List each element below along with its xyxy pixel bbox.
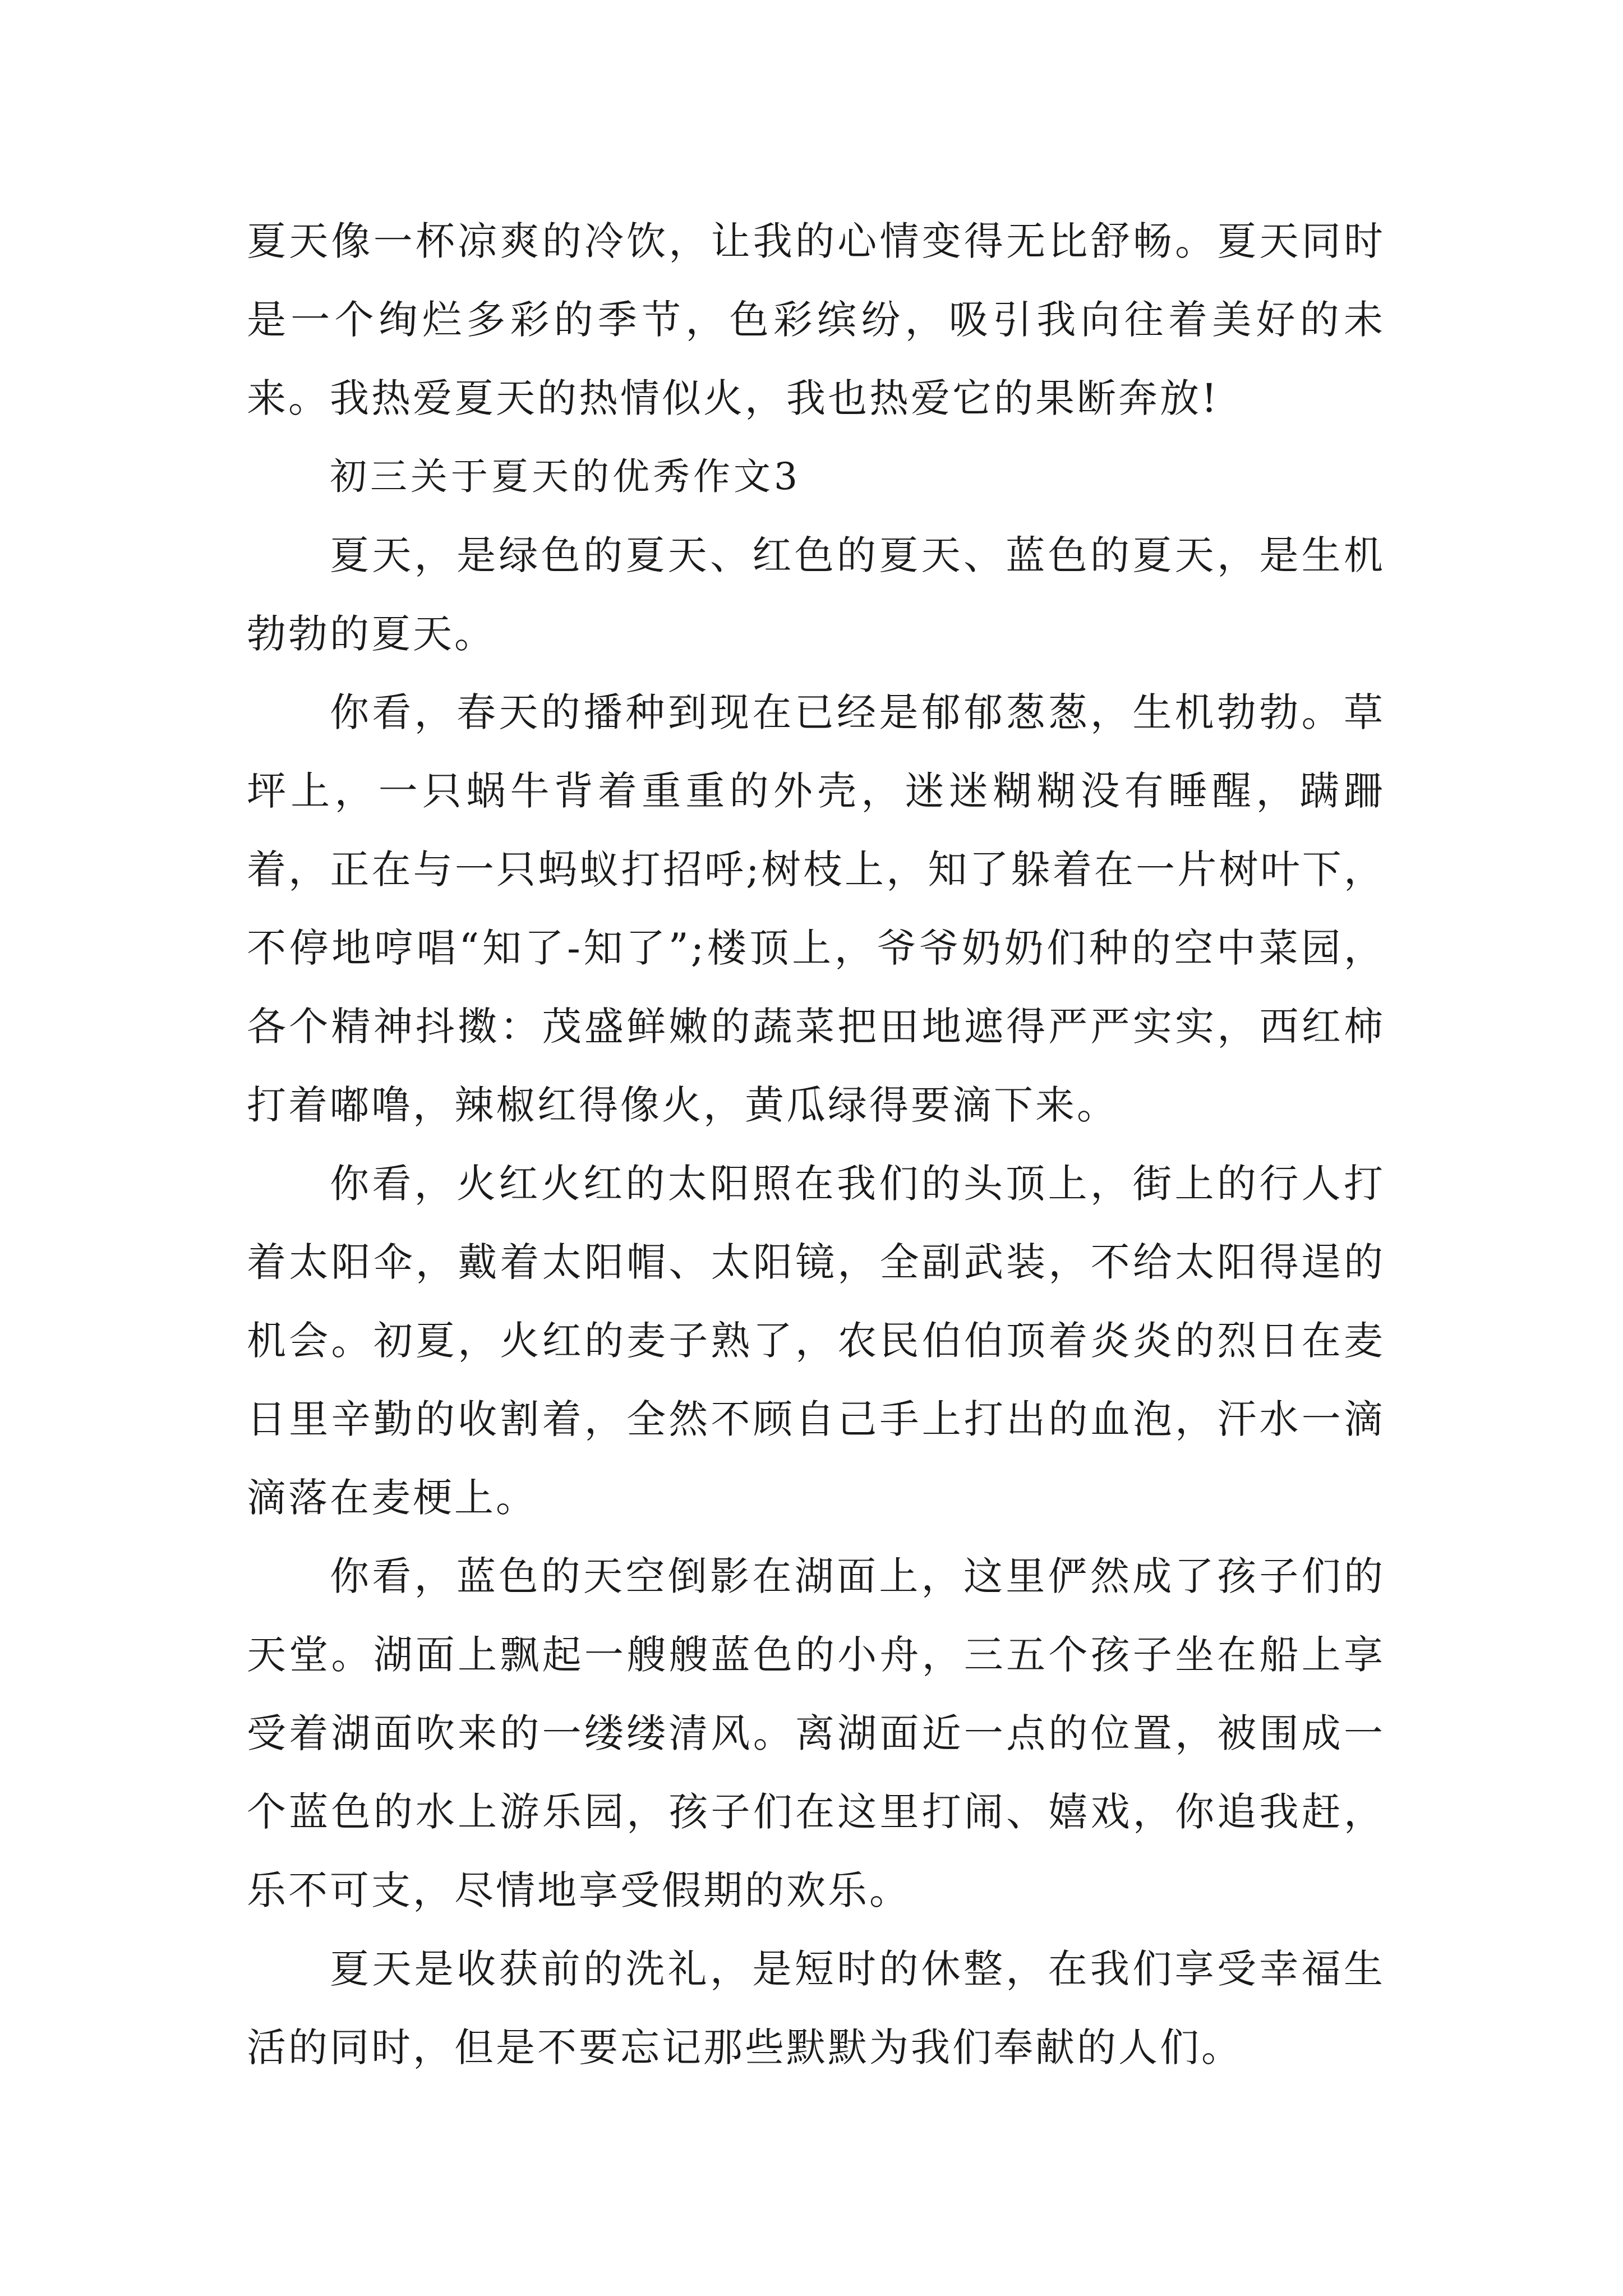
paragraph-green-summer: 你看，春天的播种到现在已经是郁郁葱葱，生机勃勃。草坪上，一只蜗牛背着重重的外壳，迷迷糊糊没有睡醒，蹒跚着，正在与一只蚂蚁打招呼;树枝上，知了躲着在一片树叶下，不停地哼唱“知了-知了”;楼顶上，爷爷奶奶们种的空中菜园，各个精神抖擞：茂盛鲜嫩的蔬菜把田地遮得严严实实，西红柿打着嘟噜，辣椒红得像火，黄瓜绿得要滴下来。 (247, 689, 1385, 1128)
paragraph-continuation: 夏天像一杯凉爽的冷饮，让我的心情变得无比舒畅。夏天同时是一个绚烂多彩的季节，色彩缤纷，吸引我向往着美好的未来。我热爱夏天的热情似火，我也热爱它的果断奔放! (247, 218, 1385, 421)
paragraph-red-summer: 你看，火红火红的太阳照在我们的头顶上，街上的行人打着太阳伞，戴着太阳帽、太阳镜，全副武装，不给太阳得逞的机会。初夏，火红的麦子熟了，农民伯伯顶着炎炎的烈日在麦日里辛勤的收割着，全然不顾自己手上打出的血泡，汗水一滴滴落在麦梗上。 (247, 1161, 1385, 1521)
paragraph-blue-summer: 你看，蓝色的天空倒影在湖面上，这里俨然成了孩子们的天堂。湖面上飘起一艘艘蓝色的小舟，三五个孩子坐在船上享受着湖面吹来的一缕缕清风。离湖面近一点的位置，被围成一个蓝色的水上游乐园，孩子们在这里打闹、嬉戏，你追我赶，乐不可支，尽情地享受假期的欢乐。 (247, 1553, 1385, 1913)
paragraph-conclusion: 夏天是收获前的洗礼，是短时的休整，在我们享受幸福生活的同时，但是不要忘记那些默默为我们奉献的人们。 (247, 1946, 1385, 2070)
document-page (247, 202, 1385, 2087)
section-heading: 初三关于夏天的优秀作文3 (330, 455, 801, 498)
paragraph-intro: 夏天，是绿色的夏天、红色的夏天、蓝色的夏天，是生机勃勃的夏天。 (247, 532, 1385, 657)
